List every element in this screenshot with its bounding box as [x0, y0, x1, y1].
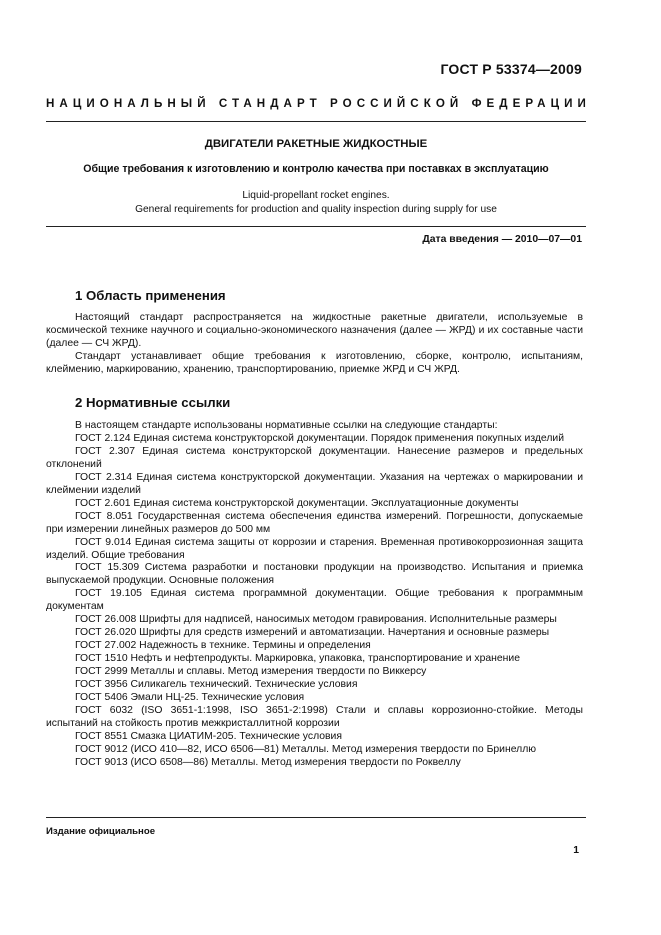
footer-divider	[46, 817, 586, 818]
reference-item: ГОСТ 2.314 Единая система конструкторской документации. Указания на чертежах о маркировании и клеймении изделий	[46, 471, 583, 496]
reference-item: ГОСТ 26.008 Шрифты для надписей, наносимых методом гравирования. Исполнительные размеры	[75, 614, 557, 626]
reference-item: ГОСТ 8.051 Государственная система обеспечения единства измерений. Погрешности, допускаемые при измерении линейных размеров до 500 мм	[46, 510, 583, 535]
page-number: 1	[573, 845, 579, 856]
standard-line: НАЦИОНАЛЬНЫЙ СТАНДАРТ РОССИЙСКОЙ ФЕДЕРАЦИИ	[46, 97, 591, 110]
paragraph: В настоящем стандарте использованы нормативные ссылки на следующие стандарты:	[75, 420, 498, 431]
reference-item: ГОСТ 27.002 Надежность в технике. Термины и определения	[75, 640, 371, 652]
reference-item: ГОСТ 9012 (ИСО 410—82, ИСО 6506—81) Металлы. Метод измерения твердости по Бринеллю	[75, 743, 537, 755]
section-2-heading: 2 Нормативные ссылки	[75, 395, 231, 410]
section-1-body	[46, 312, 583, 377]
reference-item: ГОСТ 2.307 Единая система конструкторской документации. Нанесение размеров и предельных отклонений	[46, 445, 583, 470]
reference-item: ГОСТ 8551 Смазка ЦИАТИМ-205. Технические условия	[75, 730, 342, 742]
title-en-line1: Liquid-propellant rocket engines.	[242, 190, 390, 201]
paragraph: Настоящий стандарт распространяется на жидкостные ракетные двигатели, используемые в космической технике научного и социально-экономического назначения (далее — ЖРД) и их составные части (далее — СЧ ЖРД).	[46, 312, 583, 349]
document-code: ГОСТ Р 53374—2009	[440, 61, 582, 77]
section-2-body	[46, 420, 583, 770]
header-divider	[46, 121, 586, 122]
reference-item: ГОСТ 2999 Металлы и сплавы. Метод измерения твердости по Виккерсу	[75, 666, 427, 678]
official-edition-note: Издание официальное	[46, 826, 156, 837]
reference-item: ГОСТ 15.309 Система разработки и постановки продукции на производство. Испытания и приемка выпускаемой продукции. Основные положения	[46, 562, 583, 587]
reference-item: ГОСТ 3956 Силикагель технический. Технические условия	[75, 679, 358, 691]
reference-item: ГОСТ 9.014 Единая система защиты от коррозии и старения. Временная противокоррозионная защита изделий. Общие требования	[46, 536, 583, 561]
reference-item: ГОСТ 6032 (ISO 3651-1:1998, ISO 3651-2:1998) Стали и сплавы коррозионно-стойкие. Методы испытаний на стойкость против межкристаллитной коррозии	[46, 704, 583, 729]
reference-item: ГОСТ 19.105 Единая система программной документации. Общие требования к программным документам	[46, 588, 583, 613]
reference-item: ГОСТ 26.020 Шрифты для средств измерений и автоматизации. Начертания и основные размеры	[75, 627, 550, 639]
title-divider	[46, 226, 586, 227]
reference-item: ГОСТ 9013 (ИСО 6508—86) Металлы. Метод измерения твердости по Роквеллу	[75, 756, 461, 768]
intro-date: Дата введения — 2010—07—01	[422, 234, 582, 245]
section-1-heading: 1 Область применения	[75, 288, 226, 303]
paragraph: Стандарт устанавливает общие требования к изготовлению, сборке, контролю, испытаниям, клеймению, маркированию, хранению, транспортированию, приемке ЖРД и СЧ ЖРД.	[46, 350, 583, 375]
subtitle-ru: Общие требования к изготовлению и контролю качества при поставках в эксплуатацию	[83, 163, 549, 175]
reference-item: ГОСТ 2.124 Единая система конструкторской документации. Порядок применения покупных изделий	[75, 432, 565, 444]
title-en	[46, 189, 586, 216]
title-en-line2: General requirements for production and quality inspection during supply for use	[135, 203, 497, 215]
reference-item: ГОСТ 5406 Эмали НЦ-25. Технические условия	[75, 692, 305, 704]
title-ru: ДВИГАТЕЛИ РАКЕТНЫЕ ЖИДКОСТНЫЕ	[204, 138, 428, 150]
reference-item: ГОСТ 2.601 Единая система конструкторской документации. Эксплуатационные документы	[75, 497, 519, 509]
reference-item: ГОСТ 1510 Нефть и нефтепродукты. Маркировка, упаковка, транспортирование и хранение	[75, 653, 520, 665]
